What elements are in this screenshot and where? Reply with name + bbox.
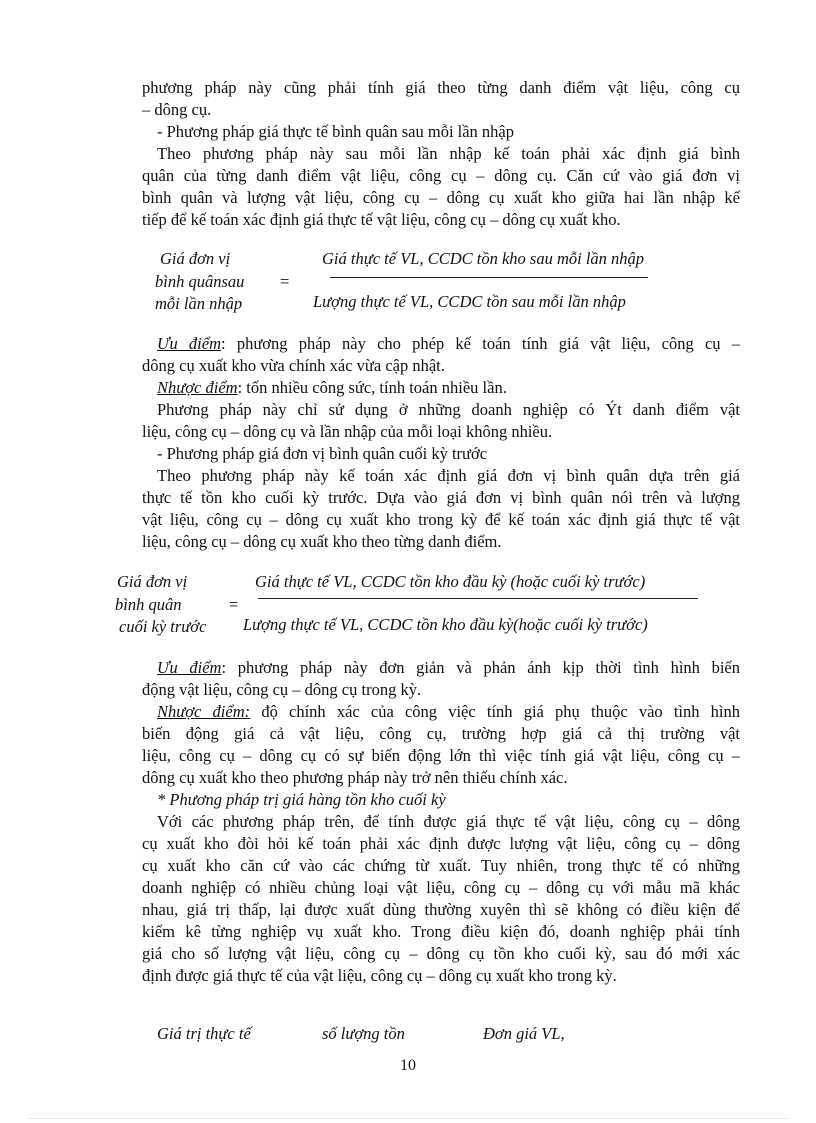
text-line: Phương pháp này chỉ sử dụng ở những doanh nghiệp có Ýt danh điểm vật xyxy=(157,400,740,419)
text-line: liệu, công cụ – dông cụ và lần nhập của mỗi loại không nhiều. xyxy=(142,422,553,441)
disadvantage-label: Nhược điểm xyxy=(157,378,238,397)
text-line: thực tế tồn kho cuối kỳ trước. Dựa vào giá đơn vị bình quân nói trên và lượng xyxy=(142,488,740,507)
formula-lhs: Giá đơn vị xyxy=(160,249,231,268)
text-line: nhau, giá trị thấp, lại được xuất dùng thường xuyên thì sẽ không có điều kiện để xyxy=(142,900,740,919)
formula-numerator: Giá thực tế VL, CCDC tồn kho đầu kỳ (hoặc cuối kỳ trước) xyxy=(255,572,646,591)
text-line: dông cụ xuất kho theo phương pháp này trở nên thiếu chính xác. xyxy=(142,768,568,787)
text-line xyxy=(157,333,740,354)
section-heading: * Phương pháp trị giá hàng tồn kho cuối kỳ xyxy=(157,790,446,809)
text-line: – dông cụ. xyxy=(142,100,212,119)
text-line: Theo phương pháp này kế toán xác định giá đơn vị bình quân dựa trên giá xyxy=(157,466,740,485)
advantage-text: : phương pháp này cho phép kế toán tính giá vật liệu, công cụ – xyxy=(221,334,740,353)
fraction-bar xyxy=(258,598,698,599)
equals-sign: = xyxy=(280,272,290,291)
advantage-label: Ưu điểm xyxy=(157,334,221,353)
text-line: giá cho số lượng vật liệu, công cụ – dông cụ tồn kho cuối kỳ, sau đó mới xác xyxy=(142,944,740,963)
advantage-label: Ưu điểm xyxy=(157,658,222,677)
fraction-bar xyxy=(330,277,648,278)
formula-lhs: bình quân xyxy=(115,595,182,614)
formula-denominator: Lượng thực tế VL, CCDC tồn kho đầu kỳ(hoặc cuối kỳ trước) xyxy=(243,615,648,634)
text-line: doanh nghiệp có nhiều chủng loại vật liệu, công cụ – dông cụ với mẫu mã khác xyxy=(142,878,740,897)
page-number: 10 xyxy=(400,1057,416,1074)
text-line: vật liệu, công cụ – dông cụ xuất kho trong kỳ để kế toán xác định giá thực tế vật xyxy=(142,510,740,529)
formula-lhs: bình quânsau xyxy=(155,272,245,291)
text-line: Theo phương pháp này sau mỗi lần nhập kế toán phải xác định giá bình xyxy=(157,144,740,163)
section-heading: - Phương pháp giá đơn vị bình quân cuối kỳ trước xyxy=(157,444,488,463)
text-line: cụ xuất kho đòi hỏi kế toán phải xác định được lượng vật liệu, công cụ – dông xyxy=(142,834,740,853)
text-line: liệu, công cụ – dông cụ xuất kho theo từng danh điểm. xyxy=(142,532,502,551)
disadvantage-text: : tốn nhiều công sức, tính toán nhiều lần. xyxy=(237,378,507,397)
equals-sign: = xyxy=(229,595,239,614)
text-line: cụ xuất kho căn cứ vào các chứng từ xuất. Tuy nhiên, trong thực tế có những xyxy=(142,856,740,875)
text-line xyxy=(157,701,740,722)
section-heading: - Phương pháp giá thực tế bình quân sau mỗi lần nhập xyxy=(157,122,515,141)
disadvantage-text: độ chính xác của công việc tính giá phụ thuộc vào tình hình xyxy=(250,702,740,721)
text-line: tiếp để kế toán xác định giá thực tế vật liệu, công cụ – dông cụ xuất kho. xyxy=(142,210,621,229)
text-line: dông cụ xuất kho vừa chính xác vừa cập nhật. xyxy=(142,356,445,375)
formula-lhs: cuối kỳ trước xyxy=(119,617,207,636)
formula-denominator: Lượng thực tế VL, CCDC tồn sau mỗi lần nhập xyxy=(313,292,626,311)
formula-term: số lượng tồn xyxy=(322,1024,405,1043)
text-line: Với các phương pháp trên, để tính được giá thực tế vật liệu, công cụ – dông xyxy=(157,812,740,831)
formula-numerator: Giá thực tế VL, CCDC tồn kho sau mỗi lần nhập xyxy=(322,249,645,268)
formula-lhs: Giá đơn vị xyxy=(117,572,188,591)
text-line: biến động giá cả vật liệu, công cụ, trường hợp giá cả thị trường vật xyxy=(142,724,740,743)
text-line: phương pháp này cũng phải tính giá theo từng danh điểm vật liệu, công cụ xyxy=(142,78,740,97)
text-line xyxy=(157,657,740,678)
text-line: định được giá thực tế của vật liệu, công cụ – dông cụ xuất kho trong kỳ. xyxy=(142,966,617,985)
page-bottom-border xyxy=(28,1118,788,1119)
text-line: liệu, công cụ – dông cụ có sự biến động lớn thì việc tính giá vật liệu, công cụ – xyxy=(142,746,740,765)
text-line: bình quân và lượng vật liệu, công cụ – dông cụ xuất kho giữa hai lần nhập kế xyxy=(142,188,740,207)
formula-term: Đơn giá VL, xyxy=(483,1024,565,1043)
formula-term: Giá trị thực tế xyxy=(157,1024,251,1043)
text-line: kiểm kê từng nghiệp vụ xuất kho. Trong điều kiện đó, doanh nghiệp phải tính xyxy=(142,922,740,941)
text-line: động vật liệu, công cụ – dông cụ trong kỳ. xyxy=(142,680,422,699)
text-line: quân của từng danh điểm vật liệu, công cụ – dông cụ. Căn cứ vào giá đơn vị xyxy=(142,166,740,185)
text-line xyxy=(157,377,755,398)
formula-lhs: mỗi lần nhập xyxy=(155,294,243,313)
advantage-text: : phương pháp này đơn giản và phản ánh kịp thời tình hình biến xyxy=(221,658,740,677)
disadvantage-label: Nhược điểm: xyxy=(157,702,251,721)
